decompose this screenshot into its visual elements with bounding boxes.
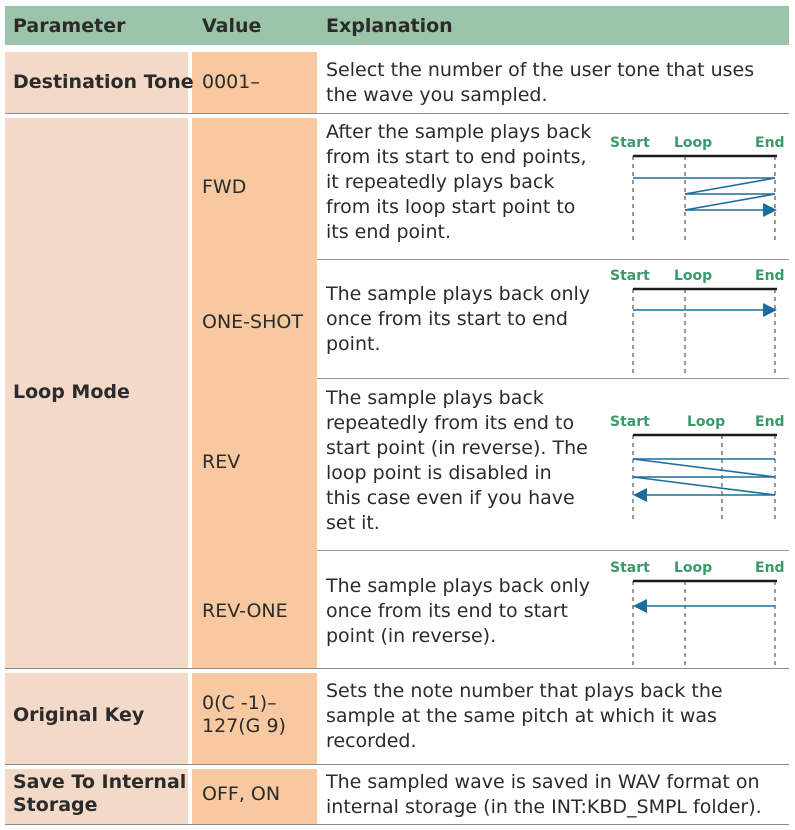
value-save: OFF, ON — [202, 783, 281, 805]
loop-diagram-fwd — [605, 132, 789, 244]
row-divider — [5, 764, 789, 765]
arrow-left-icon — [633, 599, 647, 613]
param-save-to-internal-storage: Save To Internal Storage — [13, 771, 187, 816]
loop-diagram-rev — [605, 411, 789, 523]
explanation-destination-tone: Select the number of the user tone that uses the wave you sampled. — [326, 59, 755, 106]
loop-diagram-one-shot — [605, 265, 789, 377]
diagram-label-end: End — [755, 135, 785, 151]
header-explanation: Explanation — [326, 15, 453, 37]
diagram-label-end: End — [755, 414, 785, 430]
arrow-left-icon — [633, 488, 647, 502]
value-original-key: 0(C -1)– 127(G 9) — [202, 692, 286, 737]
fwd-playback-path — [633, 178, 775, 210]
diagram-label-start: Start — [610, 414, 650, 430]
value-rev-one: REV-ONE — [202, 600, 288, 622]
diagram-label-start: Start — [610, 135, 650, 151]
explanation-save: The sampled wave is saved in WAV format on internal storage (in the INT:KBD_SMPL folder). — [326, 771, 762, 818]
param-destination-tone: Destination Tone — [13, 71, 194, 93]
header-parameter: Parameter — [13, 15, 126, 37]
row-divider — [5, 824, 789, 825]
diagram-label-loop: Loop — [674, 560, 713, 576]
loop-diagram-rev-one — [605, 557, 789, 669]
param-original-key: Original Key — [13, 704, 145, 726]
table-header — [5, 6, 789, 45]
rev-playback-path — [633, 459, 775, 495]
value-cell-loop-mode — [192, 118, 317, 668]
param-loop-mode: Loop Mode — [13, 381, 130, 403]
sub-row-divider — [317, 550, 789, 551]
diagram-label-start: Start — [610, 268, 650, 284]
explanation-original-key: Sets the note number that plays back the sample at the same pitch at which it was recorded. — [326, 680, 723, 752]
value-fwd: FWD — [202, 176, 247, 198]
header-value: Value — [202, 15, 262, 37]
explanation-fwd: After the sample plays back from its start to end points, it repeatedly plays back from its loop start point to its end point. — [326, 121, 592, 243]
explanation-rev: The sample plays back repeatedly from its end to start point (in reverse). The loop point is disabled in this case even if you have set it. — [326, 387, 588, 534]
row-divider — [5, 668, 789, 669]
diagram-label-loop: Loop — [674, 135, 713, 151]
value-one-shot: ONE-SHOT — [202, 311, 303, 333]
value-destination-tone: 0001– — [202, 71, 260, 93]
explanation-rev-one: The sample plays back only once from its end to start point (in reverse). — [326, 575, 591, 647]
sub-row-divider — [317, 378, 789, 379]
diagram-label-end: End — [755, 268, 785, 284]
diagram-label-loop: Loop — [687, 414, 726, 430]
sub-row-divider — [317, 259, 789, 260]
explanation-one-shot: The sample plays back only once from its start to end point. — [326, 283, 591, 355]
row-divider — [5, 113, 789, 114]
diagram-label-start: Start — [610, 560, 650, 576]
diagram-label-end: End — [755, 560, 785, 576]
value-rev: REV — [202, 451, 241, 473]
diagram-label-loop: Loop — [674, 268, 713, 284]
